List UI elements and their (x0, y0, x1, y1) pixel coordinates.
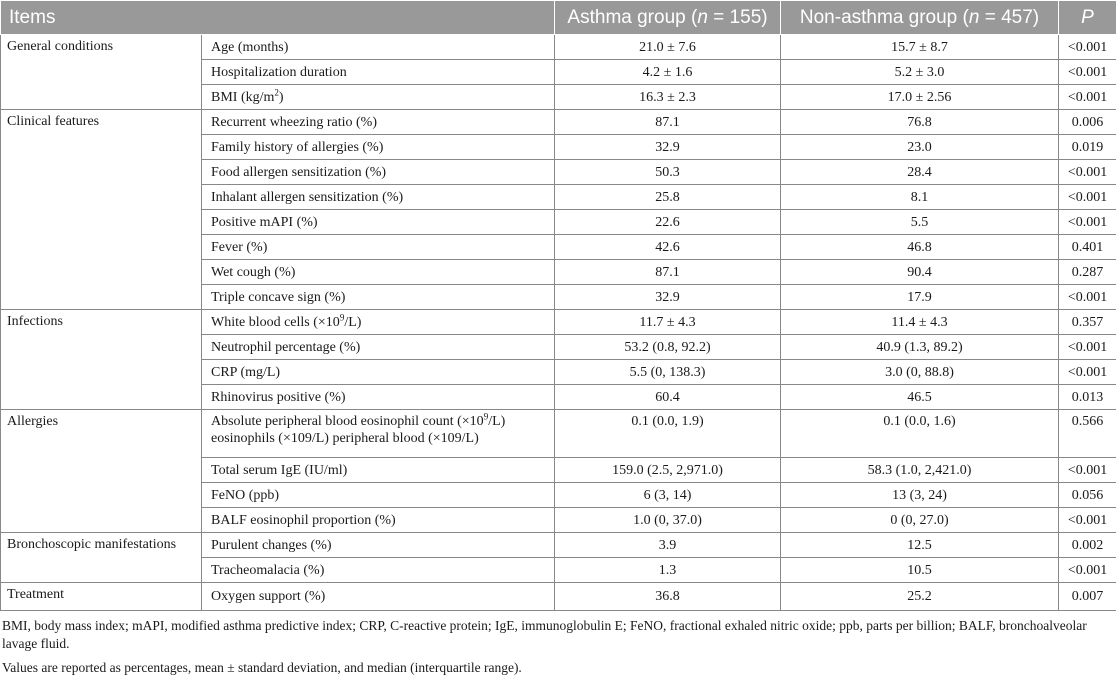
non-asthma-value-cell: 76.8 (781, 110, 1059, 135)
asthma-value-cell: 87.1 (555, 110, 781, 135)
table-row (1, 583, 1116, 611)
category-cell: Allergies (1, 410, 202, 533)
p-value-cell: <0.001 (1059, 60, 1116, 85)
asthma-value-cell: 11.7 ± 4.3 (555, 310, 781, 335)
item-cell (202, 310, 555, 335)
asthma-value-cell: 1.3 (555, 558, 781, 583)
header-asthma-label: Asthma group ( (567, 7, 697, 28)
non-asthma-value-cell: 25.2 (781, 583, 1059, 611)
item-cell: Oxygen support (%) (202, 583, 555, 611)
p-value-cell: <0.001 (1059, 160, 1116, 185)
non-asthma-value-cell: 46.8 (781, 235, 1059, 260)
item-cell: FeNO (ppb) (202, 483, 555, 508)
p-value-cell: 0.401 (1059, 235, 1116, 260)
item-cell: Rhinovirus positive (%) (202, 385, 555, 410)
p-value-cell: 0.013 (1059, 385, 1116, 410)
category-cell: Clinical features (1, 110, 202, 310)
non-asthma-value-cell: 0.1 (0.0, 1.6) (781, 410, 1059, 458)
item-superscript: 9 (340, 312, 345, 322)
category-cell: Bronchoscopic manifestations (1, 533, 202, 583)
asthma-value-cell: 32.9 (555, 285, 781, 310)
non-asthma-value-cell: 10.5 (781, 558, 1059, 583)
non-asthma-value-cell: 13 (3, 24) (781, 483, 1059, 508)
non-asthma-value-cell: 5.2 ± 3.0 (781, 60, 1059, 85)
item-text-suffix: ) (279, 90, 284, 105)
p-value-cell: <0.001 (1059, 210, 1116, 235)
item-text: BMI (kg/m (211, 90, 274, 105)
p-value-cell: <0.001 (1059, 458, 1116, 483)
p-value-cell: 0.566 (1059, 410, 1116, 458)
item-cell (202, 85, 555, 110)
abbreviations-note: BMI, body mass index; mAPI, modified asthma predictive index; CRP, C-reactive protein; IgE, immunoglobulin E; FeNO, fractional exhaled nitric oxide; ppb, parts per billion; BALF, bronchoalveolar lavage fluid. (2, 617, 1114, 653)
p-value-cell: 0.007 (1059, 583, 1116, 611)
non-asthma-value-cell: 17.9 (781, 285, 1059, 310)
item-cell: CRP (mg/L) (202, 360, 555, 385)
table-row (1, 533, 1116, 558)
item-cell: Hospitalization duration (202, 60, 555, 85)
header-asthma-count: = 155) (708, 7, 768, 28)
asthma-value-cell: 22.6 (555, 210, 781, 235)
item-superscript: 2 (274, 87, 279, 97)
header-p-label: P (1081, 7, 1094, 28)
asthma-value-cell: 3.9 (555, 533, 781, 558)
asthma-value-cell: 5.5 (0, 138.3) (555, 360, 781, 385)
p-value-cell: 0.357 (1059, 310, 1116, 335)
p-value-cell: 0.056 (1059, 483, 1116, 508)
table-row (1, 110, 1116, 135)
item-cell: Recurrent wheezing ratio (%) (202, 110, 555, 135)
asthma-value-cell: 6 (3, 14) (555, 483, 781, 508)
category-cell: Treatment (1, 583, 202, 611)
p-value-cell: <0.001 (1059, 360, 1116, 385)
non-asthma-value-cell: 58.3 (1.0, 2,421.0) (781, 458, 1059, 483)
asthma-value-cell: 1.0 (0, 37.0) (555, 508, 781, 533)
item-cell: Fever (%) (202, 235, 555, 260)
p-value-cell: <0.001 (1059, 185, 1116, 210)
item-text-line2: eosinophils (×109/L) peripheral blood (×109/L) (211, 431, 479, 446)
p-value-cell: 0.002 (1059, 533, 1116, 558)
item-cell: Positive mAPI (%) (202, 210, 555, 235)
item-cell: Purulent changes (%) (202, 533, 555, 558)
p-value-cell: 0.006 (1059, 110, 1116, 135)
asthma-value-cell: 60.4 (555, 385, 781, 410)
header-non-asthma-label: Non-asthma group ( (800, 7, 969, 28)
item-cell: Food allergen sensitization (%) (202, 160, 555, 185)
item-cell (202, 410, 555, 458)
item-cell: Triple concave sign (%) (202, 285, 555, 310)
header-non-asthma-n: n (969, 7, 980, 28)
p-value-cell: 0.019 (1059, 135, 1116, 160)
non-asthma-value-cell: 15.7 ± 8.7 (781, 35, 1059, 60)
asthma-value-cell: 42.6 (555, 235, 781, 260)
asthma-value-cell: 159.0 (2.5, 2,971.0) (555, 458, 781, 483)
table-row (1, 410, 1116, 458)
p-value-cell: <0.001 (1059, 35, 1116, 60)
asthma-value-cell: 50.3 (555, 160, 781, 185)
non-asthma-value-cell: 46.5 (781, 385, 1059, 410)
non-asthma-value-cell: 28.4 (781, 160, 1059, 185)
item-cell: Age (months) (202, 35, 555, 60)
item-text-suffix: /L) (344, 315, 361, 330)
p-value-cell: <0.001 (1059, 558, 1116, 583)
item-superscript: 9 (484, 411, 489, 421)
item-cell: Inhalant allergen sensitization (%) (202, 185, 555, 210)
p-value-cell: <0.001 (1059, 508, 1116, 533)
table-row (1, 310, 1116, 335)
p-value-cell: <0.001 (1059, 335, 1116, 360)
non-asthma-value-cell: 40.9 (1.3, 89.2) (781, 335, 1059, 360)
asthma-value-cell: 4.2 ± 1.6 (555, 60, 781, 85)
item-text: Absolute peripheral blood eosinophil count (×10 (211, 414, 484, 429)
item-cell: Neutrophil percentage (%) (202, 335, 555, 360)
header-asthma-group (555, 1, 781, 35)
header-items: Items (1, 1, 555, 35)
non-asthma-value-cell: 90.4 (781, 260, 1059, 285)
asthma-value-cell: 87.1 (555, 260, 781, 285)
asthma-value-cell: 21.0 ± 7.6 (555, 35, 781, 60)
item-cell: Wet cough (%) (202, 260, 555, 285)
p-value-cell: <0.001 (1059, 85, 1116, 110)
non-asthma-value-cell: 8.1 (781, 185, 1059, 210)
asthma-value-cell: 32.9 (555, 135, 781, 160)
asthma-value-cell: 36.8 (555, 583, 781, 611)
item-cell: Total serum IgE (IU/ml) (202, 458, 555, 483)
item-cell: Tracheomalacia (%) (202, 558, 555, 583)
asthma-value-cell: 25.8 (555, 185, 781, 210)
header-asthma-n: n (697, 7, 708, 28)
asthma-value-cell: 53.2 (0.8, 92.2) (555, 335, 781, 360)
non-asthma-value-cell: 12.5 (781, 533, 1059, 558)
non-asthma-value-cell: 23.0 (781, 135, 1059, 160)
non-asthma-value-cell: 5.5 (781, 210, 1059, 235)
item-cell: BALF eosinophil proportion (%) (202, 508, 555, 533)
table-row (1, 35, 1116, 60)
table-header-row (1, 1, 1116, 35)
header-non-asthma-count: = 457) (979, 7, 1039, 28)
values-note: Values are reported as percentages, mean ± standard deviation, and median (interquartile range). (2, 659, 1114, 677)
p-value-cell: 0.287 (1059, 260, 1116, 285)
category-cell: General conditions (1, 35, 202, 110)
asthma-value-cell: 16.3 ± 2.3 (555, 85, 781, 110)
asthma-value-cell: 0.1 (0.0, 1.9) (555, 410, 781, 458)
category-cell: Infections (1, 310, 202, 410)
p-value-cell: <0.001 (1059, 285, 1116, 310)
item-text-suffix: /L) (488, 414, 505, 429)
table-notes (2, 617, 1114, 677)
non-asthma-value-cell: 3.0 (0, 88.8) (781, 360, 1059, 385)
header-non-asthma-group (781, 1, 1059, 35)
non-asthma-value-cell: 17.0 ± 2.56 (781, 85, 1059, 110)
non-asthma-value-cell: 11.4 ± 4.3 (781, 310, 1059, 335)
header-p-value (1059, 1, 1116, 35)
non-asthma-value-cell: 0 (0, 27.0) (781, 508, 1059, 533)
item-cell: Family history of allergies (%) (202, 135, 555, 160)
table-body (1, 35, 1116, 611)
item-text: White blood cells (×10 (211, 315, 340, 330)
